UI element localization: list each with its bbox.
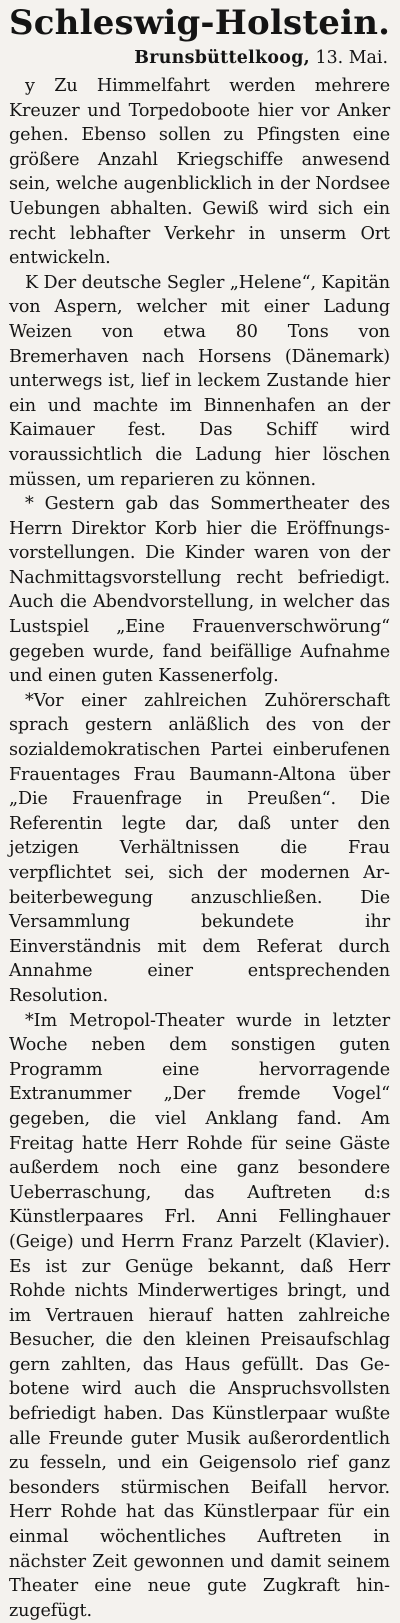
article-paragraph-womens-day: *Vor einer zahlreichen Zuhörerschaft sprach gestern anläßlich des von der sozialdemokratischen Partei einberufenen Frauentages Frau Baumann-Altona über „Die Frauenfrage in Preußen“. Die Referentin legte dar, daß unter den jetzigen Verhältnissen die Frau verpflichtet sei, sich der modernen Arbeiterbewegung anzuschließen. Die Versammlung bekundete ihr Einverständnis mit dem Referat durch Annahme einer entsprechenden Resolution. <box>9 690 390 1006</box>
article-paragraph-helene-ship: K Der deutsche Segler „Helene“, Kapitän von Aspern, welcher mit einer Ladung Weizen von etwa 80 Tons von Bremerhaven nach Horsens (Dänemark) unterwegs ist, lief in leckem Zustande hier ein und machte im Binnenhafen an der Kaimauer fest. Das Schiff wird voraussichtlich die Ladung hier löschen müssen, um reparieren zu können. <box>9 272 390 490</box>
dateline-date: 13. Mai. <box>315 48 388 68</box>
section-title: Schleswig-Holstein. <box>9 3 391 43</box>
dateline-place: Brunsbüttelkoog, <box>134 48 311 68</box>
dateline <box>9 44 390 73</box>
article-paragraph-summer-theater: * Gestern gab das Sommertheater des Herrn Direktor Korb hier die Eröffnungsvorstellungen. Die Kinder waren von der Nachmittagsvorstellung recht befriedigt. Auch die Abendvorstellung, in welcher das Lustspiel „Eine Frauenverschwörung“ gegeben wurde, fand beifällige Aufnahme und einen guten Kassenerfolg. <box>9 494 390 687</box>
article-paragraph-metropol-theater: *Im Metropol-Theater wurde in letzter Woche neben dem sonstigen guten Programm eine hervorragende Extranummer „Der fremde Vogel“ gegeben, die viel Anklang fand. Am Freitag hatte Herr Rohde für seine Gäste außerdem noch eine ganz besondere Ueberraschung, das Auftreten d:s Künstlerpaares Frl. Anni Fellinghauer (Geige) und Herrn Franz Parzelt (Klavier). Es ist zur Genüge bekannt, daß Herr Rohde nichts Minderwertiges bringt, und im Vertrauen hierauf hatten zahlreiche Besucher, die den kleinen Preisaufschlag gern zahlten, das Haus gefüllt. Das Gebotene wird auch die Anspruchsvollsten befriedigt haben. Das Künstlerpaar wußte alle Freunde guter Musik außerordentlich zu fesseln, und ein Geigensolo rief ganz besonders stürmischen Beifall hervor. Herr Rohde hat das Künstlerpaar für ein einmal wöchentliches Auftreten in nächster Zeit gewonnen und damit seinem Theater eine neue gute Zugkraft hinzugefügt. <box>9 1010 390 1621</box>
article-paragraph-warships: y Zu Himmelfahrt werden mehrere Kreuzer und Torpedoboote hier vor Anker gehen. Ebenso sollen zu Pfingsten eine größere Anzahl Kriegschiffe anwesend sein, welche augenblicklich in der Nordsee Uebungen abhalten. Gewiß wird sich ein recht lebhafter Verkehr in unserm Ort entwickeln. <box>9 76 390 269</box>
